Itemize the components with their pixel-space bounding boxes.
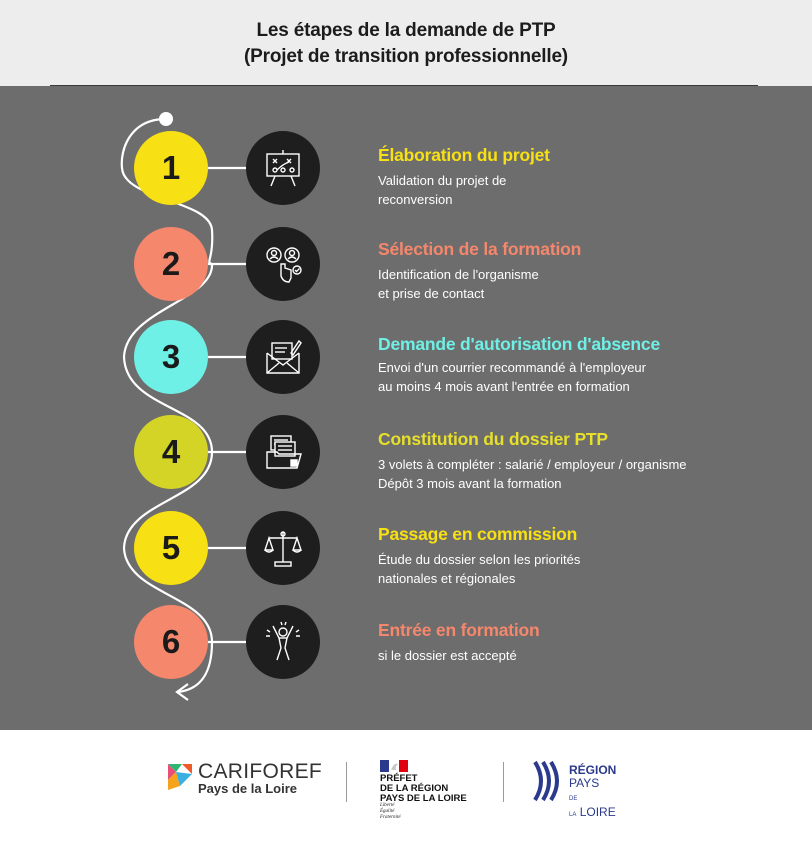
step-6-desc-line-1: si le dossier est accepté	[378, 648, 517, 663]
marianne-flag-icon	[380, 760, 408, 772]
header	[0, 0, 812, 86]
region-logo-icon	[533, 760, 565, 802]
page-subtitle: (Projet de transition professionnelle)	[244, 46, 568, 67]
step-6-number: 6	[134, 605, 208, 679]
footer-separator	[503, 762, 504, 802]
step-1-number: 1	[134, 131, 208, 205]
prefet-line-1: PRÉFET	[380, 773, 418, 784]
cariforef-name: CARIFOREF	[198, 760, 323, 783]
step-3-desc-line-1: Envoi d'un courrier recommandé à l'employeur	[378, 360, 646, 375]
step-6-title: Entrée en formation	[378, 620, 540, 640]
prefet-line-3: PAYS DE LA LOIRE	[380, 793, 467, 804]
region-line-3-la: LA	[569, 812, 577, 818]
prefet-line-2: DE LA RÉGION	[380, 783, 449, 794]
step-2-title: Sélection de la formation	[378, 239, 582, 259]
region-line-1: RÉGION	[569, 763, 617, 777]
step-3-number: 3	[134, 320, 208, 394]
republic-motto	[380, 803, 401, 821]
step-2-desc-line-2: et prise de contact	[378, 286, 485, 301]
region-line-3-de: DE	[569, 796, 578, 802]
celebrating-person-icon	[246, 605, 320, 679]
step-1-desc-line-1: Validation du projet de	[378, 173, 507, 188]
step-2-number: 2	[134, 227, 208, 301]
envelope-letter-icon	[246, 320, 320, 394]
motto-egalite: Égalité	[380, 809, 395, 814]
step-2-desc-line-1: Identification de l'organisme	[378, 267, 539, 282]
region-line-2: PAYS	[569, 776, 600, 790]
step-5-desc-line-2: nationales et régionales	[378, 571, 516, 586]
folder-documents-icon	[246, 415, 320, 489]
step-3-title: Demande d'autorisation d'absence	[378, 334, 660, 354]
page-title: Les étapes de la demande de PTP	[256, 20, 556, 41]
motto-liberte: Liberté	[380, 803, 395, 808]
cariforef-logo-icon	[166, 760, 194, 792]
motto-fraternite: Fraternité	[380, 815, 401, 820]
step-4-desc-line-1: 3 volets à compléter : salarié / employeur / organisme	[378, 457, 687, 472]
step-3-desc-line-2: au moins 4 mois avant l'entrée en formation	[378, 379, 630, 394]
step-5-number: 5	[134, 511, 208, 585]
step-4-desc-line-2: Dépôt 3 mois avant la formation	[378, 476, 562, 491]
footer-separator	[346, 762, 347, 802]
step-4-title: Constitution du dossier PTP	[378, 429, 608, 449]
step-5-desc-line-1: Étude du dossier selon les priorités	[378, 552, 581, 567]
step-5-title: Passage en commission	[378, 524, 578, 544]
step-4-number: 4	[134, 415, 208, 489]
region-line-4: LOIRE	[579, 805, 616, 819]
prefet-logo-text	[380, 774, 467, 804]
select-person-icon	[246, 227, 320, 301]
cariforef-subtitle: Pays de la Loire	[198, 781, 297, 796]
region-logo-text	[569, 764, 616, 822]
step-1-title: Élaboration du projet	[378, 145, 550, 165]
balance-scale-icon	[246, 511, 320, 585]
step-1-desc-line-2: reconversion	[378, 192, 453, 207]
strategy-board-icon	[246, 131, 320, 205]
